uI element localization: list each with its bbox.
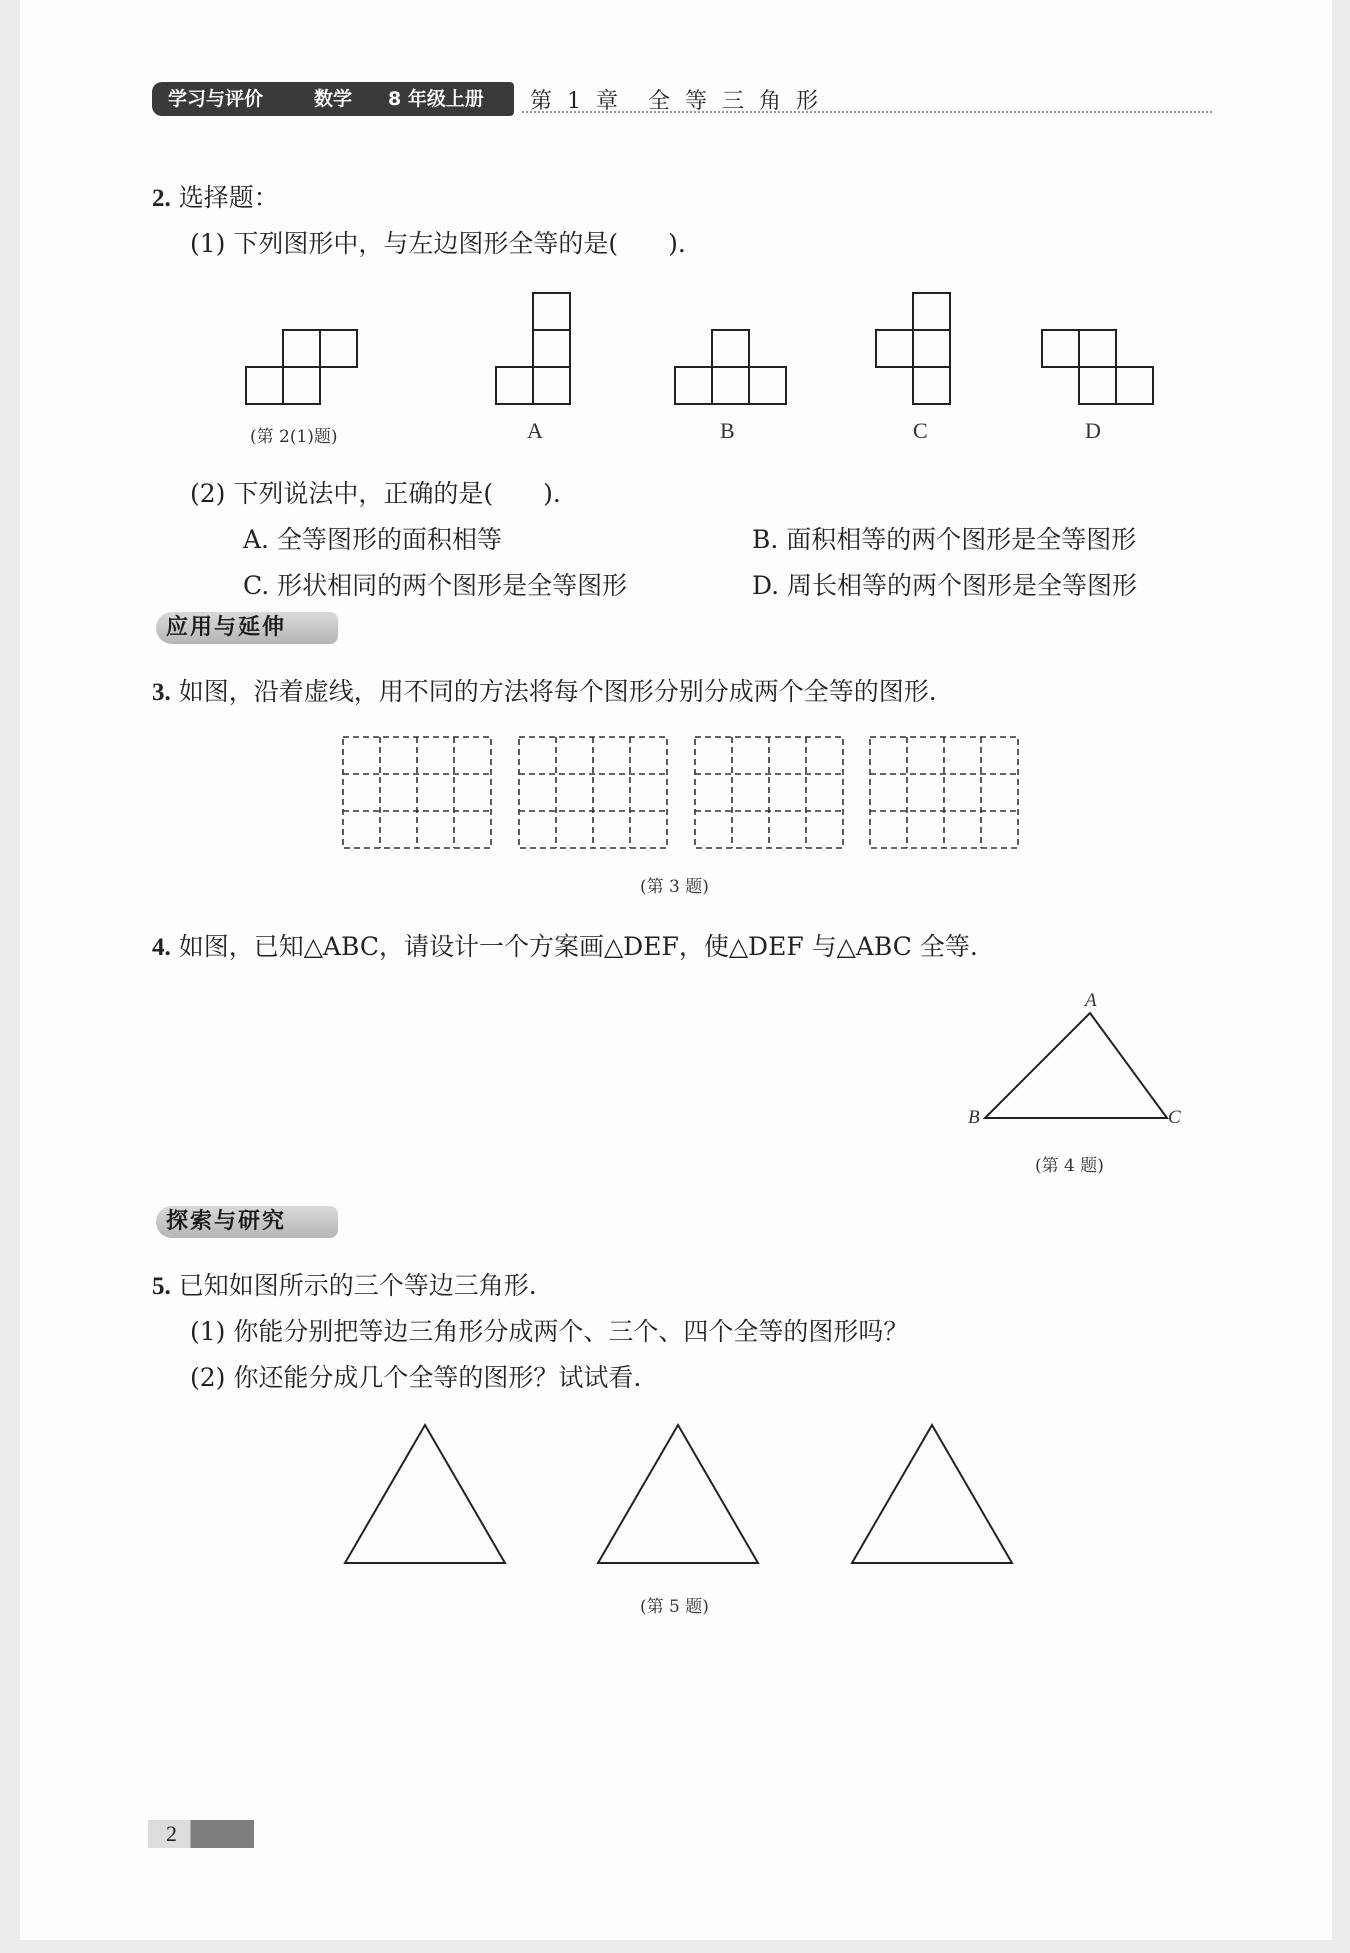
q5-text: 已知如图所示的三个等边三角形. (178, 1271, 537, 1300)
q3-caption: (第 3 题) (640, 877, 709, 897)
q5-sub2: (2) 你还能分成几个全等的图形？试试看. (190, 1363, 642, 1392)
page-number: 2 (166, 1821, 177, 1846)
q4-label-b: B (968, 1107, 980, 1128)
q2-number: 2. (152, 185, 171, 212)
chapter-title: 第 1 章 全 等 三 角 形 (530, 89, 822, 114)
q3-text: 如图，沿着虚线，用不同的方法将每个图形分别分成两个全等的图形. (178, 677, 937, 706)
q5-triangle-2 (598, 1425, 758, 1563)
q2-choice-a: A. 全等图形的面积相等 (243, 525, 502, 554)
q5-number: 5. (152, 1273, 171, 1300)
q4-number: 4. (152, 934, 171, 961)
page-number-tab (148, 1820, 254, 1848)
section-explore-banner: 探索与研究 (156, 1206, 338, 1238)
q2-option-c-label: C (913, 418, 928, 443)
q2-choice-c: C. 形状相同的两个图形是全等图形 (243, 571, 628, 600)
header-grade: 8 年级上册 (388, 88, 484, 110)
q4-caption: (第 4 题) (1035, 1156, 1104, 1176)
q2-option-a-label: A (527, 418, 543, 443)
q4-label-c: C (1168, 1107, 1181, 1128)
q4-label-a: A (1085, 990, 1097, 1011)
q5-triangle-1 (345, 1425, 505, 1563)
q5-caption: (第 5 题) (640, 1597, 709, 1617)
header-book: 学习与评价 (168, 88, 264, 110)
q5-sub1: (1) 你能分别把等边三角形分成两个、三个、四个全等的图形吗？ (190, 1317, 909, 1346)
section-apply-banner: 应用与延伸 (156, 612, 338, 644)
q2-title: 选择题： (178, 183, 279, 212)
q2-choice-d: D. 周长相等的两个图形是全等图形 (752, 571, 1138, 600)
q2-sub1: (1) 下列图形中，与左边图形全等的是( ). (190, 229, 686, 258)
q2-option-d-label: D (1085, 418, 1101, 443)
q2-option-b-label: B (720, 418, 735, 443)
q2-choice-b: B. 面积相等的两个图形是全等图形 (752, 525, 1137, 554)
q3-number: 3. (152, 679, 171, 706)
q4-text: 如图，已知△ABC，请设计一个方案画△DEF，使△DEF 与△ABC 全等. (178, 932, 978, 961)
q2-sub1-caption: (第 2(1)题) (250, 427, 338, 447)
header-subject: 数学 (314, 88, 353, 110)
q5-triangle-3 (852, 1425, 1012, 1563)
q2-sub2: (2) 下列说法中，正确的是( ). (190, 479, 561, 508)
